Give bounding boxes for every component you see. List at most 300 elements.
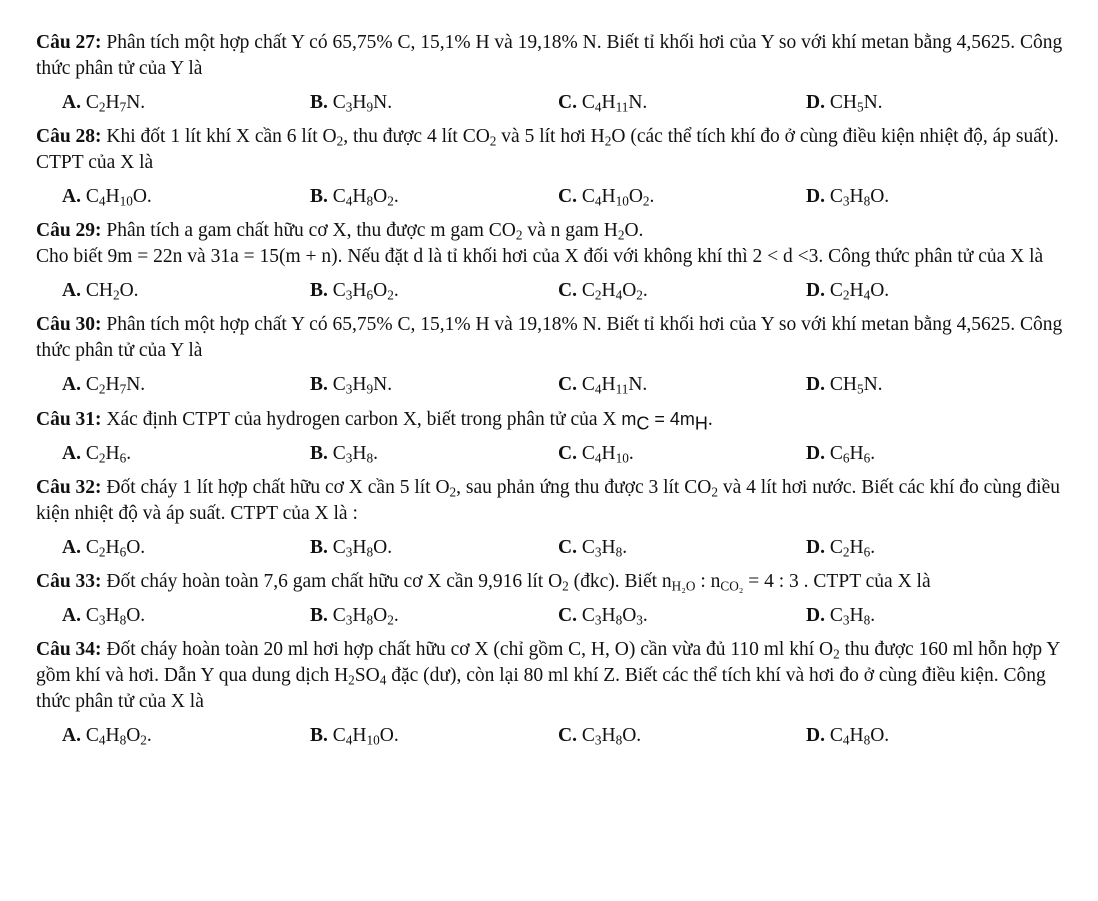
text-run: H xyxy=(352,92,367,113)
option-key: D. xyxy=(806,537,825,558)
option-key: C. xyxy=(558,537,577,558)
text-run: N. xyxy=(373,374,393,395)
option-key: D. xyxy=(806,605,825,626)
text-run: . xyxy=(373,443,378,464)
subscript: 3 xyxy=(345,287,353,303)
text-run: H xyxy=(352,537,367,558)
subscript: 4 xyxy=(345,732,353,748)
option-key: B. xyxy=(310,374,328,395)
text-run: H xyxy=(601,186,616,207)
subscript: 3 xyxy=(98,612,106,628)
subscript: 9 xyxy=(366,381,374,397)
text-run: CH xyxy=(85,280,113,301)
subscript: 2 xyxy=(387,287,394,303)
subscript: 8 xyxy=(863,612,871,628)
text-run: C xyxy=(581,725,595,746)
text-run: Khi đốt 1 lít khí X cần 6 lít O xyxy=(106,126,337,147)
text-run: N. xyxy=(628,374,648,395)
subscript: 2 xyxy=(336,133,344,149)
text-run: Đốt cháy hoàn toàn 7,6 gam chất hữu cơ X cần 9,916 lít O xyxy=(106,571,563,592)
subscript: 3 xyxy=(594,544,602,560)
answer-option xyxy=(62,184,310,210)
text-run: N. xyxy=(628,92,648,113)
subscript: 8 xyxy=(366,612,374,628)
question-block xyxy=(36,406,1068,467)
answer-option xyxy=(558,372,806,398)
text-run: N. xyxy=(126,374,146,395)
subscript: 2 xyxy=(617,227,625,243)
question-block xyxy=(36,312,1068,398)
subscript: 2 xyxy=(594,287,602,303)
answer-options xyxy=(36,90,1068,116)
subscript: 2 xyxy=(98,544,106,560)
text-run: H xyxy=(601,374,616,395)
option-key: C. xyxy=(558,725,577,746)
subscript: 5 xyxy=(856,381,864,397)
text-run: C xyxy=(829,537,843,558)
answer-option xyxy=(310,441,558,467)
subscript: 2 xyxy=(833,646,840,662)
subscript: 7 xyxy=(119,99,127,115)
answer-option xyxy=(806,535,1054,561)
text-run: O xyxy=(373,186,388,207)
answer-option xyxy=(310,184,558,210)
text-run: H xyxy=(601,605,616,626)
subscript: 2 xyxy=(642,193,650,209)
text-run: H xyxy=(849,186,864,207)
subscript: 4 xyxy=(594,99,602,115)
text-run: . xyxy=(622,537,628,558)
option-key: B. xyxy=(310,92,328,113)
text-run: C xyxy=(829,605,843,626)
option-key: B. xyxy=(310,186,328,207)
answer-option xyxy=(806,278,1054,304)
text-run: C xyxy=(332,725,346,746)
text-run: O. xyxy=(126,605,146,626)
text-run: O. xyxy=(870,725,890,746)
text-run: O. xyxy=(870,280,890,301)
subscript: 8 xyxy=(863,193,871,209)
text-run: H xyxy=(105,537,120,558)
option-key: A. xyxy=(62,605,81,626)
text-run: C xyxy=(85,725,99,746)
text-run: H xyxy=(352,374,367,395)
text-run: C xyxy=(829,280,843,301)
text-run: Đốt cháy hoàn toàn 20 ml hơi hợp chất hữu cơ X (chỉ gồm C, H, O) cần vừa đủ 110 ml khí O xyxy=(106,639,834,660)
text-run: CH xyxy=(829,374,857,395)
subscript: 8 xyxy=(863,732,871,748)
text-run: C xyxy=(85,537,99,558)
text-run: (đkc). Biết n xyxy=(568,571,672,592)
subscript: 3 xyxy=(594,612,602,628)
option-key: C. xyxy=(558,186,577,207)
text-run: O xyxy=(628,186,643,207)
question-text xyxy=(36,637,1068,715)
text-run: O xyxy=(373,605,388,626)
question-label: Câu 32: xyxy=(36,477,102,498)
question-text xyxy=(36,124,1068,176)
text-run: Phân tích a gam chất hữu cơ X, thu được m gam CO xyxy=(106,220,516,241)
subscript: 2 xyxy=(387,612,394,628)
subscript: 3 xyxy=(345,450,353,466)
text-run: H xyxy=(105,605,120,626)
text-run: H xyxy=(105,725,120,746)
answer-option xyxy=(310,723,558,749)
text-run: O xyxy=(622,280,637,301)
answer-option xyxy=(62,372,310,398)
text-run: H xyxy=(849,443,864,464)
subscript: 10 xyxy=(119,193,133,209)
question-paragraph xyxy=(36,312,1068,364)
text-run: . xyxy=(870,537,876,558)
text-run: C xyxy=(581,280,595,301)
text-run: . xyxy=(642,280,648,301)
subscript: 3 xyxy=(636,612,643,628)
answer-option xyxy=(558,603,806,629)
text-run: CH xyxy=(829,92,857,113)
answer-option xyxy=(806,90,1054,116)
question-text xyxy=(36,30,1068,82)
option-key: C. xyxy=(558,280,577,301)
subscript: 4 xyxy=(863,287,871,303)
text-run: H xyxy=(105,186,120,207)
subscript: 3 xyxy=(345,381,353,397)
subscript: 2 xyxy=(604,133,612,149)
option-key: A. xyxy=(62,280,81,301)
subscript: 2 xyxy=(98,381,106,397)
question-label: Câu 30: xyxy=(36,314,102,335)
question-label: Câu 28: xyxy=(36,126,102,147)
subscript: 4 xyxy=(345,193,353,209)
subscript: 3 xyxy=(345,99,353,115)
text-run: C xyxy=(829,186,843,207)
subscript: 8 xyxy=(119,732,127,748)
text-run: H xyxy=(601,725,616,746)
question-text xyxy=(36,406,1068,433)
answer-options xyxy=(36,184,1068,210)
subscript: 4 xyxy=(98,732,106,748)
text-run: C xyxy=(581,443,595,464)
option-key: A. xyxy=(62,186,81,207)
answer-option xyxy=(62,535,310,561)
answer-options xyxy=(36,723,1068,749)
option-key: B. xyxy=(310,537,328,558)
text-run: Đốt cháy 1 lít hợp chất hữu cơ X cần 5 lít O xyxy=(106,477,450,498)
subscript: 2 xyxy=(842,544,850,560)
subscript: 2 xyxy=(636,287,643,303)
text-run: H xyxy=(105,374,120,395)
subscript: 5 xyxy=(856,99,864,115)
subscript: 2 xyxy=(98,99,106,115)
text-run: H xyxy=(849,280,864,301)
text-run: C xyxy=(85,92,99,113)
question-label: Câu 34: xyxy=(36,639,102,660)
text-run: O. xyxy=(119,280,139,301)
text-run: C xyxy=(332,374,346,395)
text-run: H xyxy=(352,725,367,746)
answer-option xyxy=(62,603,310,629)
option-key: C. xyxy=(558,92,577,113)
option-key: D. xyxy=(806,443,825,464)
answer-option xyxy=(310,90,558,116)
answer-option xyxy=(558,184,806,210)
answer-option xyxy=(558,441,806,467)
subscript: 6 xyxy=(366,287,374,303)
text-run: : n xyxy=(695,571,721,592)
text-run: O. xyxy=(132,186,152,207)
question-text xyxy=(36,218,1068,270)
subscript: 4 xyxy=(594,450,602,466)
text-run: C xyxy=(332,443,346,464)
answer-option xyxy=(806,184,1054,210)
text-run: Xác định CTPT của hydrogen carbon X, biết trong phân tử của X xyxy=(106,409,622,430)
option-key: B. xyxy=(310,280,328,301)
text-run: = 4 : 3 . CTPT của X là xyxy=(743,571,931,592)
text-run: . xyxy=(393,186,399,207)
text-run: O xyxy=(622,605,637,626)
text-run: N. xyxy=(373,92,393,113)
subscript: 2 xyxy=(489,133,497,149)
option-key: D. xyxy=(806,92,825,113)
subscript: 4 xyxy=(615,287,623,303)
text-run: H xyxy=(352,280,367,301)
answer-option xyxy=(558,535,806,561)
answer-option xyxy=(310,278,558,304)
question-paragraph xyxy=(36,124,1068,176)
answer-option xyxy=(558,278,806,304)
subscript: 8 xyxy=(366,544,374,560)
option-key: D. xyxy=(806,280,825,301)
subscript: 2 xyxy=(449,484,457,500)
option-key: A. xyxy=(62,443,81,464)
answer-option xyxy=(62,723,310,749)
subscript: 10 xyxy=(615,193,629,209)
text-run: và n gam H xyxy=(522,220,618,241)
text-run: H xyxy=(601,280,616,301)
text-run: . xyxy=(126,443,132,464)
text-run: N. xyxy=(863,374,883,395)
option-key: B. xyxy=(310,725,328,746)
text-run: C xyxy=(581,605,595,626)
question-label: Câu 27: xyxy=(36,32,102,53)
question-paragraph xyxy=(36,30,1068,82)
option-key: B. xyxy=(310,443,328,464)
text-run: Phân tích một hợp chất Y có 65,75% C, 15,1% H và 19,18% N. Biết tỉ khối hơi của Y so với khí metan bằng 4,5625. Công thức phân tử của Y là xyxy=(36,314,1063,361)
text-run: H xyxy=(105,92,120,113)
text-run: C xyxy=(332,186,346,207)
text-run: H xyxy=(849,725,864,746)
text-run: H xyxy=(352,186,367,207)
subscript: 4 xyxy=(842,732,850,748)
answer-option xyxy=(310,603,558,629)
subscript: 4 xyxy=(594,381,602,397)
answer-option xyxy=(62,278,310,304)
subscript: 6 xyxy=(119,450,127,466)
question-block xyxy=(36,30,1068,116)
answer-option xyxy=(558,723,806,749)
answer-options xyxy=(36,278,1068,304)
text-run: . xyxy=(146,725,152,746)
text-run: C xyxy=(332,537,346,558)
text-run: H xyxy=(601,537,616,558)
answer-option xyxy=(62,90,310,116)
answer-option xyxy=(62,441,310,467)
text-run: và 4 lít hơi nước. Biết các khí đo cùng điều kiện nhiệt độ và áp suất. CTPT của X là : xyxy=(36,477,1060,524)
option-key: A. xyxy=(62,725,81,746)
answer-options xyxy=(36,603,1068,629)
answer-option xyxy=(806,441,1054,467)
option-key: C. xyxy=(558,605,577,626)
text-run: O. xyxy=(373,537,393,558)
subscript: 4 xyxy=(379,672,387,688)
question-text xyxy=(36,569,1068,595)
text-run: H xyxy=(352,443,367,464)
math-subscript: H xyxy=(694,413,708,434)
answer-option xyxy=(806,603,1054,629)
answer-options xyxy=(36,535,1068,561)
text-run: C xyxy=(581,92,595,113)
text-run: đặc (dư), còn lại 80 ml khí Z. Biết các thể tích khí và hơi đo ở cùng điều kiện. Công thức phân tử của X là xyxy=(36,665,1046,712)
text-run: C xyxy=(85,443,99,464)
answer-option xyxy=(806,723,1054,749)
text-run: O (các thể tích khí đo ở cùng điều kiện nhiệt độ, áp suất). CTPT của X là xyxy=(36,126,1059,173)
text-run: H xyxy=(849,537,864,558)
subscript: 3 xyxy=(345,612,353,628)
text-run: C xyxy=(85,374,99,395)
text-run: O. xyxy=(622,725,642,746)
answer-option xyxy=(558,90,806,116)
subscript: 6 xyxy=(842,450,850,466)
question-label: Câu 31: xyxy=(36,409,102,430)
question-paragraph xyxy=(36,406,1068,433)
text-run: Phân tích một hợp chất Y có 65,75% C, 15,1% H và 19,18% N. Biết tỉ khối hơi của Y so với khí metan bằng 4,5625. Công thức phân tử của Y là xyxy=(36,32,1063,79)
math-inline: m xyxy=(621,409,637,429)
question-block xyxy=(36,569,1068,629)
question-paragraph xyxy=(36,218,1068,244)
subscript: 8 xyxy=(615,732,623,748)
subscript: 2 xyxy=(348,672,355,688)
text-run: C xyxy=(581,186,595,207)
subscript: 2 xyxy=(98,450,106,466)
subscript: 8 xyxy=(615,612,623,628)
subscript: 10 xyxy=(615,450,629,466)
subscript: 8 xyxy=(366,193,374,209)
subscript: 3 xyxy=(842,193,850,209)
option-key: A. xyxy=(62,374,81,395)
text-run: . xyxy=(649,186,655,207)
subscript: 2 xyxy=(112,287,120,303)
option-key: C. xyxy=(558,374,577,395)
text-run: . xyxy=(707,409,713,430)
text-run: . xyxy=(628,443,634,464)
subscript: CO₂ xyxy=(720,578,744,594)
subscript: 6 xyxy=(863,450,871,466)
text-run: C xyxy=(332,605,346,626)
text-run: C xyxy=(85,186,99,207)
subscript: H₂O xyxy=(671,578,696,594)
answer-option xyxy=(310,535,558,561)
subscript: 11 xyxy=(615,99,629,115)
question-paragraph xyxy=(36,244,1068,270)
subscript: 2 xyxy=(842,287,850,303)
text-run: thu được 160 ml hỗn hợp Y gồm khí và hơi. Dẫn Y qua dung dịch H xyxy=(36,639,1060,686)
text-run: C xyxy=(332,92,346,113)
option-key: B. xyxy=(310,605,328,626)
subscript: 2 xyxy=(387,193,394,209)
text-run: C xyxy=(829,443,843,464)
subscript: 10 xyxy=(366,732,380,748)
subscript: 9 xyxy=(366,99,374,115)
text-run: O xyxy=(373,280,388,301)
subscript: 4 xyxy=(98,193,106,209)
subscript: 4 xyxy=(594,193,602,209)
subscript: 7 xyxy=(119,381,127,397)
text-run: H xyxy=(105,443,120,464)
text-run: . xyxy=(870,443,876,464)
answer-option xyxy=(310,372,558,398)
text-run: . xyxy=(393,605,399,626)
answer-options xyxy=(36,441,1068,467)
subscript: 2 xyxy=(711,484,718,500)
text-run: Cho biết 9m = 22n và 31a = 15(m + n). Nếu đặt d là tỉ khối hơi của X đối với không khí thì 2 < d <3. Công thức phân tử của X là xyxy=(36,246,1044,267)
text-run: C xyxy=(581,374,595,395)
subscript: 6 xyxy=(119,544,127,560)
question-text xyxy=(36,475,1068,527)
math-subscript: C xyxy=(636,413,650,434)
question-paragraph xyxy=(36,475,1068,527)
text-run: N. xyxy=(126,92,146,113)
question-paragraph xyxy=(36,637,1068,715)
question-block xyxy=(36,637,1068,749)
option-key: C. xyxy=(558,443,577,464)
text-run: , sau phản ứng thu được 3 lít CO xyxy=(456,477,712,498)
question-block xyxy=(36,475,1068,561)
text-run: . xyxy=(393,280,399,301)
text-run: H xyxy=(601,443,616,464)
subscript: 3 xyxy=(345,544,353,560)
question-paragraph xyxy=(36,569,1068,595)
subscript: 11 xyxy=(615,381,629,397)
question-block xyxy=(36,218,1068,304)
option-key: A. xyxy=(62,537,81,558)
answer-options xyxy=(36,372,1068,398)
text-run: , thu được 4 lít CO xyxy=(343,126,490,147)
option-key: D. xyxy=(806,725,825,746)
option-key: D. xyxy=(806,186,825,207)
text-run: C xyxy=(85,605,99,626)
question-label: Câu 29: xyxy=(36,220,102,241)
text-run: O xyxy=(126,725,141,746)
question-block xyxy=(36,124,1068,210)
text-run: O. xyxy=(379,725,399,746)
text-run: C xyxy=(332,280,346,301)
text-run: H xyxy=(352,605,367,626)
math-inline: = 4m xyxy=(649,409,695,429)
text-run: H xyxy=(849,605,864,626)
subscript: 8 xyxy=(615,544,623,560)
question-text xyxy=(36,312,1068,364)
text-run: C xyxy=(829,725,843,746)
subscript: 8 xyxy=(366,450,374,466)
subscript: 2 xyxy=(562,578,569,594)
text-run: N. xyxy=(863,92,883,113)
text-run: SO xyxy=(354,665,380,686)
subscript: 3 xyxy=(842,612,850,628)
text-run: . xyxy=(870,605,876,626)
text-run: . xyxy=(642,605,648,626)
text-run: và 5 lít hơi H xyxy=(496,126,605,147)
option-key: D. xyxy=(806,374,825,395)
